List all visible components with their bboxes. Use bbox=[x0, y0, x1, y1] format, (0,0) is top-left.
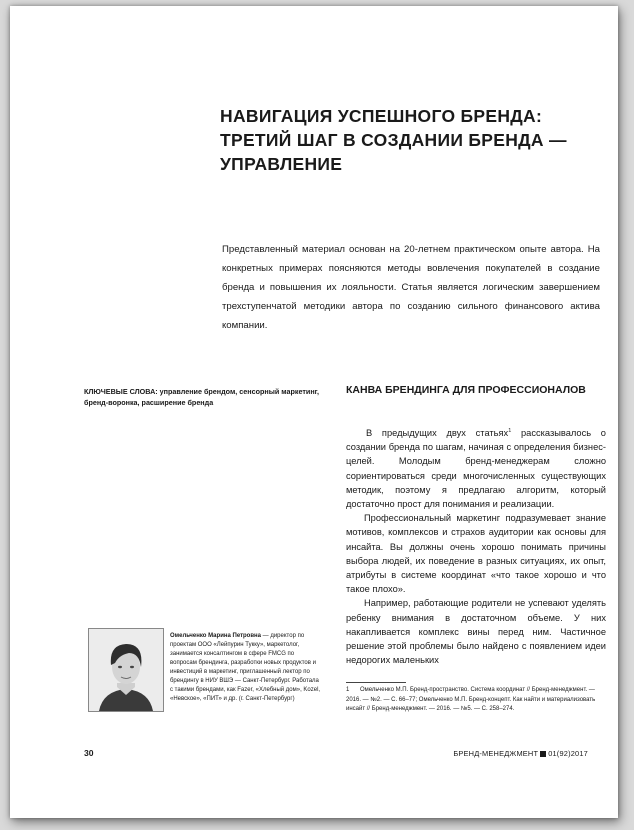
body-paragraph-3: Например, работающие родители не успевают уделять ребенку внимания в достаточном объеме. У них накапливается комплекс вины перед ним. Частичное решение этой проблемы было найдено с появлением идеи недорогих маленьких bbox=[346, 598, 606, 666]
body-paragraph-1-rest: рассказывалось о создании бренда по шагам, начиная с определения бизнес-целей. Молодым бренд-менеджерам сложно сориентироваться среди многочисленных существующих методик, поэтому я предлагаю алгоритм, который достаточно прост для понимания и реализации. bbox=[346, 428, 606, 510]
author-portrait-icon bbox=[89, 629, 163, 711]
footnote-ref: 1 bbox=[508, 427, 512, 434]
author-name: Омельченко Марина Петровна bbox=[170, 633, 261, 639]
footnote-number: 1 bbox=[346, 687, 350, 693]
journal-footer bbox=[453, 749, 588, 758]
author-photo bbox=[88, 628, 164, 712]
article-lead: Представленный материал основан на 20-летнем практическом опыте автора. На конкретных примерах поясняются методы вовлечения покупателей в создание бренда и повышения их лояльности. Статья является логическим завершением трехступенчатой методики автора по созданию сильного финансового актива компании. bbox=[222, 244, 600, 331]
journal-name: БРЕНД-МЕНЕДЖМЕНТ bbox=[453, 749, 539, 758]
body-paragraph-1-start: В предыдущих двух статьях bbox=[366, 428, 509, 438]
footnote-text: Омельченко М.П. Бренд-пространство. Система координат // Бренд-менеджмент. — 2016. — №2. — С. 66–77; Омельченко М.П. Бренд-концепт. Как найти и материализовать инсайт // Бренд-менеджмент. — 2016. — №5. — С. 258–274. bbox=[346, 687, 596, 712]
journal-page bbox=[10, 6, 618, 818]
keywords-block bbox=[84, 386, 324, 408]
page-number: 30 bbox=[84, 748, 94, 758]
journal-issue: 01(92)2017 bbox=[548, 749, 588, 758]
keywords-text: управление брендом, сенсорный маркетинг, бренд-воронка, расширение бренда bbox=[84, 387, 320, 407]
body-paragraph-1 bbox=[346, 426, 606, 511]
article-body bbox=[346, 426, 606, 667]
section-title: КАНВА БРЕНДИНГА ДЛЯ ПРОФЕССИОНАЛОВ bbox=[346, 384, 586, 396]
footnote-divider bbox=[346, 682, 406, 683]
keywords-label: КЛЮЧЕВЫЕ СЛОВА: bbox=[84, 387, 158, 396]
square-separator-icon bbox=[540, 751, 546, 757]
article-title: НАВИГАЦИЯ УСПЕШНОГО БРЕНДА: ТРЕТИЙ ШАГ В СОЗДАНИИ БРЕНДА — УПРАВЛЕНИЕ bbox=[220, 106, 567, 174]
author-bio bbox=[170, 632, 322, 704]
body-paragraph-2: Профессиональный маркетинг подразумевает знание мотивов, комплексов и страхов аудитории как основы для инсайта. Вы должны очень хорошо понимать причины выбора людей, их поведение в разных ситуациях, их опыт, атрибуты в системе координат «что такое хорошо и что такое плохо». bbox=[346, 513, 606, 595]
footnote bbox=[346, 686, 608, 715]
author-description: — директор по проектам ООО «Лейпурин Тукку», маркетолог, занимается консалтингом в сфере FMCG по вопросам брендинга, разработки новых продуктов и инвестиций в маркетинг, приглашенный лектор по брендингу в НИУ ВШЭ — Санкт-Петербург. Работала с такими брендами, как Fazer, «Хлебный дом», Kozel, «Невское», «ПИТ» и др. (г. Санкт-Петербург) bbox=[170, 633, 321, 702]
